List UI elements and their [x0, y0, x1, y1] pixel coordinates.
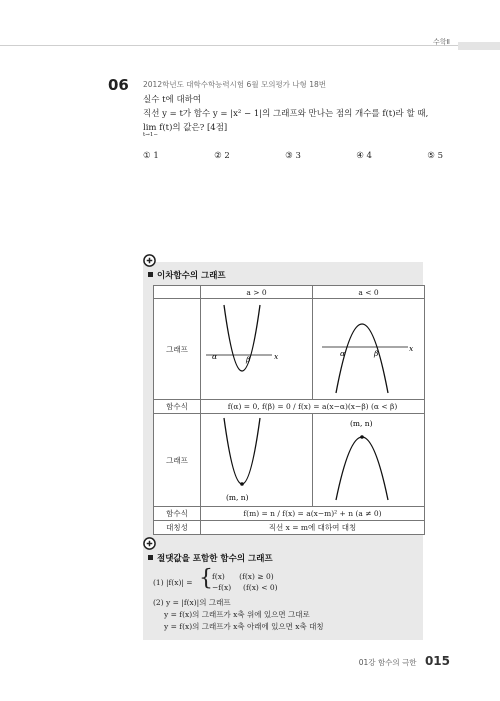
- row-label-graph: 그래프: [154, 414, 201, 507]
- abs-graph-line-2: y = f(x)의 그래프가 x축 아래에 있으면 x축 대칭: [164, 622, 324, 631]
- header-a-positive: a > 0: [201, 286, 313, 299]
- page-number: 015: [424, 654, 450, 668]
- footer-chapter: 01강 함수의 극한: [358, 658, 417, 667]
- vertex-label: (m, n): [225, 493, 249, 502]
- graph-down-vertex: [313, 414, 425, 507]
- x-axis-label: x: [273, 352, 278, 361]
- title-bullet: [148, 272, 153, 277]
- graph-up-roots: [201, 299, 313, 400]
- choice-5[interactable]: ⑤ 5: [427, 151, 443, 161]
- choice-3[interactable]: ③ 3: [285, 151, 301, 161]
- question-body: 직선 y = t가 함수 y = |x² − 1|의 그래프와 만나는 점의 개수를 f(t)라 할 때,: [143, 109, 429, 119]
- x-axis-label: x: [408, 344, 413, 353]
- answer-choices: [143, 151, 443, 161]
- header-rule: [0, 45, 458, 46]
- choice-4[interactable]: ④ 4: [356, 151, 372, 161]
- row-label-graph: 그래프: [154, 299, 201, 400]
- abs-case-1: f(x) (f(x) ≥ 0): [212, 572, 274, 581]
- graph-down-roots: [313, 299, 425, 400]
- question-intro: 실수 t에 대하여: [143, 95, 202, 105]
- brace: {: [199, 566, 213, 591]
- plus-icon: [143, 254, 156, 267]
- choice-2[interactable]: ② 2: [214, 151, 230, 161]
- alpha-label: α: [339, 349, 345, 358]
- question-number: 06: [108, 76, 129, 94]
- choice-1[interactable]: ① 1: [143, 151, 159, 161]
- header-section: 수학Ⅱ: [433, 38, 450, 46]
- box1-title: 이차함수의 그래프: [157, 271, 226, 281]
- question-limit: lim f(t)의 값은? [4점]: [143, 123, 228, 133]
- plus-icon: [143, 537, 156, 550]
- corner-cell: [154, 286, 201, 299]
- header-tab: [458, 42, 500, 50]
- formula-roots: f(α) = 0, f(β) = 0 / f(x) = a(x−α)(x−β) (α < β): [201, 400, 425, 414]
- abs-case-2: −f(x) (f(x) < 0): [212, 583, 278, 592]
- row-label-formula: 함수식: [154, 507, 201, 521]
- graph-up-vertex: [201, 414, 313, 507]
- vertex-label: (m, n): [349, 419, 373, 428]
- row-label-symmetry: 대칭성: [154, 521, 201, 535]
- beta-label: β: [373, 349, 378, 358]
- symmetry-text: 직선 x = m에 대하여 대칭: [201, 521, 425, 535]
- title-bullet: [148, 555, 153, 560]
- formula-vertex: f(m) = n / f(x) = a(x−m)² + n (a ≠ 0): [201, 507, 425, 521]
- beta-label: β: [245, 355, 250, 364]
- abs-graph-line-1: y = f(x)의 그래프가 x축 위에 있으면 그대로: [164, 610, 310, 619]
- question-source: 2012학년도 대학수학능력시험 6월 모의평가 나형 18번: [143, 80, 326, 89]
- row-label-formula: 함수식: [154, 400, 201, 414]
- alpha-label: α: [211, 352, 217, 361]
- quadratic-table: [153, 285, 425, 535]
- box2-title: 절댓값을 포함한 함수의 그래프: [157, 554, 273, 564]
- header-a-negative: a < 0: [313, 286, 425, 299]
- abs-def-lhs: (1) |f(x)| =: [153, 578, 193, 587]
- limit-subscript: t→1−: [143, 132, 158, 138]
- abs-graph-title: (2) y = |f(x)|의 그래프: [153, 598, 231, 607]
- footer: [359, 654, 450, 668]
